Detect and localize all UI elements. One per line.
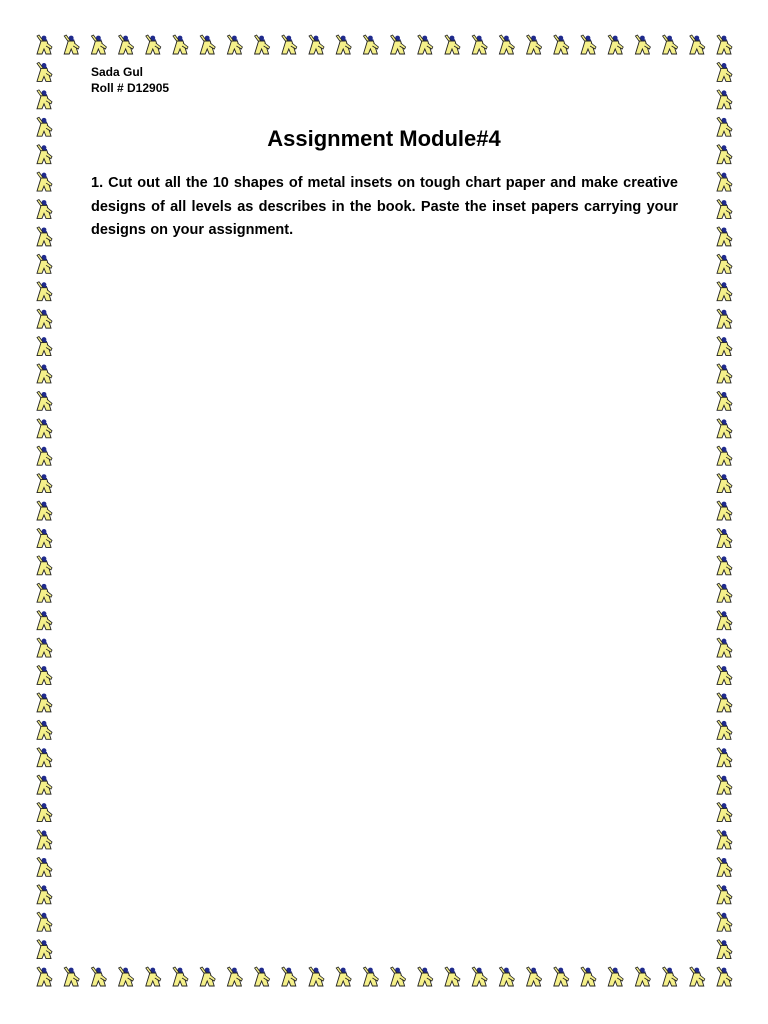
border-figure-icon <box>37 172 52 191</box>
border-figure-icon <box>37 720 52 739</box>
border-figure-icon <box>37 748 52 767</box>
border-figure-icon <box>37 857 52 876</box>
border-figure-icon <box>717 528 732 547</box>
border-figure-icon <box>37 62 52 81</box>
border-figure-icon <box>200 967 215 986</box>
border-figure-icon <box>37 803 52 822</box>
border-figure-icon <box>635 967 650 986</box>
border-figure-icon <box>37 885 52 904</box>
border-figure-icon <box>363 35 378 54</box>
border-figure-icon <box>255 967 270 986</box>
border-figure-icon <box>663 35 678 54</box>
border-figure-icon <box>717 446 732 465</box>
border-figure-icon <box>37 940 52 959</box>
border-figure-icon <box>717 912 732 931</box>
border-figure-icon <box>173 967 188 986</box>
border-figure-icon <box>499 967 514 986</box>
border-figure-icon <box>391 35 406 54</box>
border-figure-icon <box>146 967 161 986</box>
border-figure-icon <box>717 254 732 273</box>
border-figure-icon <box>527 35 542 54</box>
border-figure-icon <box>363 967 378 986</box>
border-figure-icon <box>635 35 650 54</box>
border-figure-icon <box>37 474 52 493</box>
border-figure-icon <box>64 35 79 54</box>
border-figure-icon <box>37 309 52 328</box>
border-figure-icon <box>37 282 52 301</box>
border-figure-icon <box>37 693 52 712</box>
border-figure-icon <box>717 748 732 767</box>
border-figure-icon <box>37 391 52 410</box>
border-figure-icon <box>717 611 732 630</box>
paragraph: 1. Cut out all the 10 shapes of metal insets on tough chart paper and make creative designs of all levels as describes in the book. Paste the inset papers carrying your designs on your assignment. <box>91 175 678 238</box>
border-figure-icon <box>717 474 732 493</box>
border-figure-icon <box>472 35 487 54</box>
border-figure-icon <box>418 967 433 986</box>
border-figure-icon <box>64 967 79 986</box>
border-figure-icon <box>309 35 324 54</box>
border-figure-icon <box>608 967 623 986</box>
border-figure-icon <box>37 912 52 931</box>
border-figure-icon <box>472 967 487 986</box>
border-figure-icon <box>37 638 52 657</box>
border-figure-icon <box>717 693 732 712</box>
border-figure-icon <box>37 199 52 218</box>
border-figure-icon <box>717 199 732 218</box>
border-figure-icon <box>37 90 52 109</box>
border-figure-icon <box>554 35 569 54</box>
border-figure-icon <box>227 35 242 54</box>
border-figure-icon <box>717 885 732 904</box>
border-figure-icon <box>37 611 52 630</box>
border-figure-icon <box>717 803 732 822</box>
border-figure-icon <box>527 967 542 986</box>
border-figure-icon <box>37 419 52 438</box>
border-figure-icon <box>37 775 52 794</box>
author-block <box>91 64 169 96</box>
border-figure-icon <box>37 967 52 986</box>
border-figure-icon <box>581 967 596 986</box>
border-figure-icon <box>37 528 52 547</box>
page-title: Assignment Module#4 <box>267 126 501 151</box>
border-figure-icon <box>37 227 52 246</box>
border-figure-icon <box>717 830 732 849</box>
border-figure-icon <box>91 967 106 986</box>
border-figure-icon <box>418 35 433 54</box>
border-figure-icon <box>119 967 134 986</box>
border-figure-icon <box>717 665 732 684</box>
border-figure-icon <box>227 967 242 986</box>
border-figure-icon <box>717 364 732 383</box>
border-figure-icon <box>37 583 52 602</box>
border-figure-icon <box>336 967 351 986</box>
border-figure-icon <box>717 940 732 959</box>
border-figure-icon <box>717 419 732 438</box>
border-figure-icon <box>581 35 596 54</box>
border-figure-icon <box>717 309 732 328</box>
border-figure-icon <box>663 967 678 986</box>
border-figure-icon <box>37 35 52 54</box>
border-figure-icon <box>255 35 270 54</box>
border-figure-icon <box>146 35 161 54</box>
border-figure-icon <box>717 337 732 356</box>
border-figure-icon <box>717 857 732 876</box>
border-figure-icon <box>37 446 52 465</box>
border-figure-icon <box>499 35 514 54</box>
border-figure-icon <box>37 830 52 849</box>
border-figure-icon <box>717 391 732 410</box>
border-figure-icon <box>37 364 52 383</box>
border-figure-icon <box>37 556 52 575</box>
border-figure-icon <box>282 967 297 986</box>
border-figure-icon <box>608 35 623 54</box>
border-figure-icon <box>717 556 732 575</box>
border-figure-icon <box>200 35 215 54</box>
border-figure-icon <box>717 583 732 602</box>
border-figure-icon <box>309 967 324 986</box>
border-figure-icon <box>91 35 106 54</box>
border-figure-icon <box>391 967 406 986</box>
border-figure-icon <box>717 501 732 520</box>
border-figure-icon <box>445 35 460 54</box>
border-figure-icon <box>690 967 705 986</box>
border-figure-icon <box>717 775 732 794</box>
border-figure-icon <box>717 638 732 657</box>
border-figure-icon <box>282 35 297 54</box>
author-name: Sada Gul <box>91 65 144 79</box>
border-figure-icon <box>717 967 732 986</box>
border-figure-icon <box>445 967 460 986</box>
border-figure-icon <box>336 35 351 54</box>
border-figure-icon <box>717 227 732 246</box>
roll-number: Roll # D12905 <box>91 81 170 95</box>
border-figure-icon <box>37 254 52 273</box>
border-figure-icon <box>717 35 732 54</box>
border-figure-icon <box>717 90 732 109</box>
border-figure-icon <box>717 720 732 739</box>
border-figure-icon <box>717 282 732 301</box>
assignment-instructions <box>91 172 678 243</box>
border-figure-icon <box>554 967 569 986</box>
border-figure-icon <box>37 337 52 356</box>
border-figure-icon <box>717 172 732 191</box>
border-figure-icon <box>37 665 52 684</box>
border-figure-icon <box>173 35 188 54</box>
border-figure-icon <box>119 35 134 54</box>
border-figure-icon <box>717 62 732 81</box>
border-figure-icon <box>690 35 705 54</box>
border-figure-icon <box>37 501 52 520</box>
